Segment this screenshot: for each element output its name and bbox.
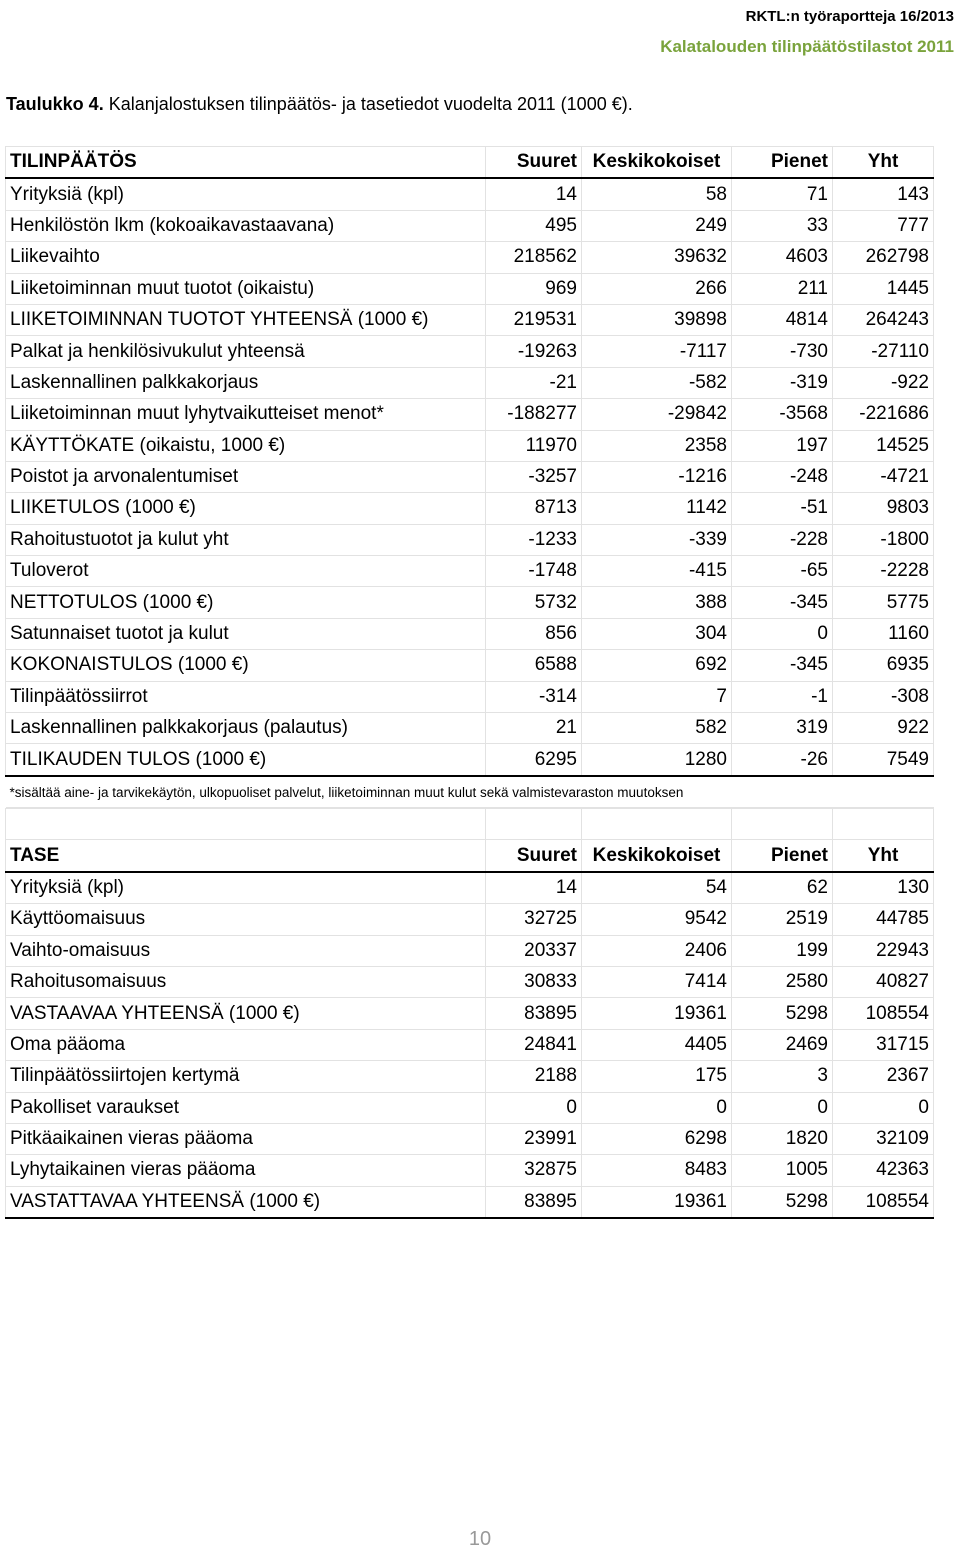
value-cell: 20337 [486, 935, 582, 966]
value-cell: -188277 [486, 399, 582, 430]
value-cell: -1216 [582, 461, 732, 492]
value-cell: -65 [732, 556, 833, 587]
value-cell: 4814 [732, 304, 833, 335]
value-cell: 130 [833, 872, 934, 904]
column-header: Yht [833, 147, 934, 179]
value-cell: 19361 [582, 998, 732, 1029]
table-row [6, 493, 934, 524]
value-cell: 9803 [833, 493, 934, 524]
row-label: Liiketoiminnan muut lyhytvaikutteiset menot* [6, 399, 486, 430]
row-label: Yrityksiä (kpl) [6, 872, 486, 904]
table-row [6, 1092, 934, 1123]
value-cell: 2358 [582, 430, 732, 461]
value-cell: 21 [486, 713, 582, 744]
column-header: Pienet [732, 147, 833, 179]
row-label: Yrityksiä (kpl) [6, 178, 486, 210]
value-cell: 23991 [486, 1123, 582, 1154]
value-cell: 39898 [582, 304, 732, 335]
value-cell: 0 [486, 1092, 582, 1123]
value-cell: 1160 [833, 618, 934, 649]
table-row [6, 744, 934, 776]
empty-cell [833, 809, 934, 840]
table-row [6, 935, 934, 966]
value-cell: -345 [732, 650, 833, 681]
table-row [6, 336, 934, 367]
table-caption [6, 94, 633, 115]
value-cell: 24841 [486, 1029, 582, 1060]
row-label: Oma pääoma [6, 1029, 486, 1060]
value-cell: -51 [732, 493, 833, 524]
table-row [6, 1029, 934, 1060]
row-label: Laskennallinen palkkakorjaus (palautus) [6, 713, 486, 744]
value-cell: 319 [732, 713, 833, 744]
value-cell: 7549 [833, 744, 934, 776]
row-label: VASTATTAVAA YHTEENSÄ (1000 €) [6, 1186, 486, 1218]
value-cell: 199 [732, 935, 833, 966]
value-cell: 582 [582, 713, 732, 744]
table-row [6, 461, 934, 492]
value-cell: 2188 [486, 1061, 582, 1092]
value-cell: 7 [582, 681, 732, 712]
caption-text: Kalanjalostuksen tilinpäätös- ja tasetiedot vuodelta 2011 (1000 €). [103, 94, 633, 114]
table-row [6, 178, 934, 210]
value-cell: 7414 [582, 966, 732, 997]
header-row [6, 840, 934, 872]
value-cell: 54 [582, 872, 732, 904]
value-cell: -582 [582, 367, 732, 398]
row-label: NETTOTULOS (1000 €) [6, 587, 486, 618]
value-cell: -19263 [486, 336, 582, 367]
footnote-row [6, 776, 934, 808]
row-label: LIIKETULOS (1000 €) [6, 493, 486, 524]
value-cell: 0 [582, 1092, 732, 1123]
value-cell: 1142 [582, 493, 732, 524]
table-row [6, 242, 934, 273]
value-cell: 2519 [732, 904, 833, 935]
column-header: Suuret [486, 840, 582, 872]
report-title: RKTL:n työraportteja 16/2013 [745, 8, 954, 25]
row-label: Liiketoiminnan muut tuotot (oikaistu) [6, 273, 486, 304]
value-cell: 62 [732, 872, 833, 904]
table-row [6, 304, 934, 335]
tilinpaatos-table [5, 146, 934, 808]
value-cell: 1280 [582, 744, 732, 776]
row-label: Pakolliset varaukset [6, 1092, 486, 1123]
value-cell: -21 [486, 367, 582, 398]
value-cell: -922 [833, 367, 934, 398]
row-label: KOKONAISTULOS (1000 €) [6, 650, 486, 681]
table-row [6, 1061, 934, 1092]
table-row [6, 399, 934, 430]
value-cell: 6588 [486, 650, 582, 681]
value-cell: 4603 [732, 242, 833, 273]
value-cell: 30833 [486, 966, 582, 997]
value-cell: 19361 [582, 1186, 732, 1218]
value-cell: 33 [732, 210, 833, 241]
value-cell: 143 [833, 178, 934, 210]
spacer-row [6, 809, 934, 840]
empty-cell [6, 809, 486, 840]
value-cell: 108554 [833, 1186, 934, 1218]
value-cell: 71 [732, 178, 833, 210]
table-row [6, 904, 934, 935]
value-cell: 175 [582, 1061, 732, 1092]
value-cell: -730 [732, 336, 833, 367]
value-cell: 31715 [833, 1029, 934, 1060]
value-cell: -4721 [833, 461, 934, 492]
value-cell: 22943 [833, 935, 934, 966]
value-cell: 32109 [833, 1123, 934, 1154]
value-cell: -221686 [833, 399, 934, 430]
value-cell: 42363 [833, 1155, 934, 1186]
value-cell: 495 [486, 210, 582, 241]
value-cell: 11970 [486, 430, 582, 461]
row-label: KÄYTTÖKATE (oikaistu, 1000 €) [6, 430, 486, 461]
value-cell: 6298 [582, 1123, 732, 1154]
value-cell: 44785 [833, 904, 934, 935]
row-label: Liikevaihto [6, 242, 486, 273]
table-row [6, 713, 934, 744]
value-cell: 856 [486, 618, 582, 649]
column-header: Keskikokoiset [582, 147, 732, 179]
row-label: Käyttöomaisuus [6, 904, 486, 935]
value-cell: 2580 [732, 966, 833, 997]
column-header: TILINPÄÄTÖS [6, 147, 486, 179]
value-cell: 14525 [833, 430, 934, 461]
footnote: *sisältää aine- ja tarvikekäytön, ulkopuoliset palvelut, liiketoiminnan muut kulut sekä valmistevaraston muutoksen [6, 776, 934, 808]
report-header [660, 2, 954, 62]
value-cell: -248 [732, 461, 833, 492]
value-cell: 2367 [833, 1061, 934, 1092]
table-row [6, 1155, 934, 1186]
value-cell: 692 [582, 650, 732, 681]
value-cell: 83895 [486, 998, 582, 1029]
value-cell: 6295 [486, 744, 582, 776]
value-cell: 218562 [486, 242, 582, 273]
value-cell: 264243 [833, 304, 934, 335]
table-row [6, 430, 934, 461]
row-label: Poistot ja arvonalentumiset [6, 461, 486, 492]
value-cell: 8483 [582, 1155, 732, 1186]
value-cell: 4405 [582, 1029, 732, 1060]
table-row [6, 524, 934, 555]
row-label: Tilinpäätössiirrot [6, 681, 486, 712]
tase-table [5, 808, 934, 1219]
row-label: Rahoitusomaisuus [6, 966, 486, 997]
value-cell: 922 [833, 713, 934, 744]
value-cell: -3257 [486, 461, 582, 492]
value-cell: 5775 [833, 587, 934, 618]
row-label: Lyhytaikainen vieras pääoma [6, 1155, 486, 1186]
value-cell: 40827 [833, 966, 934, 997]
value-cell: 2406 [582, 935, 732, 966]
value-cell: 1005 [732, 1155, 833, 1186]
table-row [6, 1123, 934, 1154]
table-row [6, 556, 934, 587]
header-row [6, 147, 934, 179]
table-row [6, 681, 934, 712]
column-header: Keskikokoiset [582, 840, 732, 872]
value-cell: 0 [833, 1092, 934, 1123]
value-cell: 0 [732, 1092, 833, 1123]
column-header: Pienet [732, 840, 833, 872]
row-label: TILIKAUDEN TULOS (1000 €) [6, 744, 486, 776]
value-cell: 5732 [486, 587, 582, 618]
value-cell: 777 [833, 210, 934, 241]
row-label: Tilinpäätössiirtojen kertymä [6, 1061, 486, 1092]
value-cell: 388 [582, 587, 732, 618]
table-row [6, 966, 934, 997]
value-cell: -2228 [833, 556, 934, 587]
value-cell: -1748 [486, 556, 582, 587]
value-cell: -415 [582, 556, 732, 587]
row-label: Tuloverot [6, 556, 486, 587]
row-label: Rahoitustuotot ja kulut yht [6, 524, 486, 555]
value-cell: 14 [486, 178, 582, 210]
value-cell: 197 [732, 430, 833, 461]
value-cell: 5298 [732, 1186, 833, 1218]
table-row [6, 367, 934, 398]
table-row [6, 210, 934, 241]
table-row [6, 273, 934, 304]
value-cell: 32725 [486, 904, 582, 935]
value-cell: -228 [732, 524, 833, 555]
value-cell: -308 [833, 681, 934, 712]
table-row [6, 618, 934, 649]
value-cell: 304 [582, 618, 732, 649]
value-cell: 32875 [486, 1155, 582, 1186]
value-cell: 969 [486, 273, 582, 304]
value-cell: 39632 [582, 242, 732, 273]
value-cell: -345 [732, 587, 833, 618]
value-cell: 6935 [833, 650, 934, 681]
page-number: 10 [468, 1528, 492, 1550]
empty-cell [486, 809, 582, 840]
value-cell: 14 [486, 872, 582, 904]
value-cell: 2469 [732, 1029, 833, 1060]
column-header: TASE [6, 840, 486, 872]
row-label: Vaihto-omaisuus [6, 935, 486, 966]
row-label: Pitkäaikainen vieras pääoma [6, 1123, 486, 1154]
value-cell: -26 [732, 744, 833, 776]
value-cell: -3568 [732, 399, 833, 430]
value-cell: 262798 [833, 242, 934, 273]
table-row [6, 998, 934, 1029]
value-cell: 83895 [486, 1186, 582, 1218]
value-cell: -7117 [582, 336, 732, 367]
value-cell: 249 [582, 210, 732, 241]
value-cell: 1820 [732, 1123, 833, 1154]
value-cell: 3 [732, 1061, 833, 1092]
report-subtitle: Kalatalouden tilinpäätöstilastot 2011 [660, 37, 954, 56]
empty-cell [582, 809, 732, 840]
value-cell: -1800 [833, 524, 934, 555]
value-cell: 9542 [582, 904, 732, 935]
value-cell: -319 [732, 367, 833, 398]
value-cell: 5298 [732, 998, 833, 1029]
table-row [6, 872, 934, 904]
table-row [6, 1186, 934, 1218]
value-cell: 266 [582, 273, 732, 304]
value-cell: -339 [582, 524, 732, 555]
row-label: Henkilöstön lkm (kokoaikavastaavana) [6, 210, 486, 241]
caption-label: Taulukko 4. [6, 94, 104, 114]
value-cell: 0 [732, 618, 833, 649]
value-cell: 58 [582, 178, 732, 210]
value-cell: -1 [732, 681, 833, 712]
value-cell: 211 [732, 273, 833, 304]
value-cell: -27110 [833, 336, 934, 367]
value-cell: -29842 [582, 399, 732, 430]
row-label: LIIKETOIMINNAN TUOTOT YHTEENSÄ (1000 €) [6, 304, 486, 335]
column-header: Yht [833, 840, 934, 872]
row-label: Palkat ja henkilösivukulut yhteensä [6, 336, 486, 367]
value-cell: -1233 [486, 524, 582, 555]
table-row [6, 650, 934, 681]
value-cell: 1445 [833, 273, 934, 304]
value-cell: 219531 [486, 304, 582, 335]
value-cell: -314 [486, 681, 582, 712]
value-cell: 108554 [833, 998, 934, 1029]
column-header: Suuret [486, 147, 582, 179]
table-row [6, 587, 934, 618]
row-label: Laskennallinen palkkakorjaus [6, 367, 486, 398]
empty-cell [732, 809, 833, 840]
row-label: VASTAAVAA YHTEENSÄ (1000 €) [6, 998, 486, 1029]
value-cell: 8713 [486, 493, 582, 524]
row-label: Satunnaiset tuotot ja kulut [6, 618, 486, 649]
